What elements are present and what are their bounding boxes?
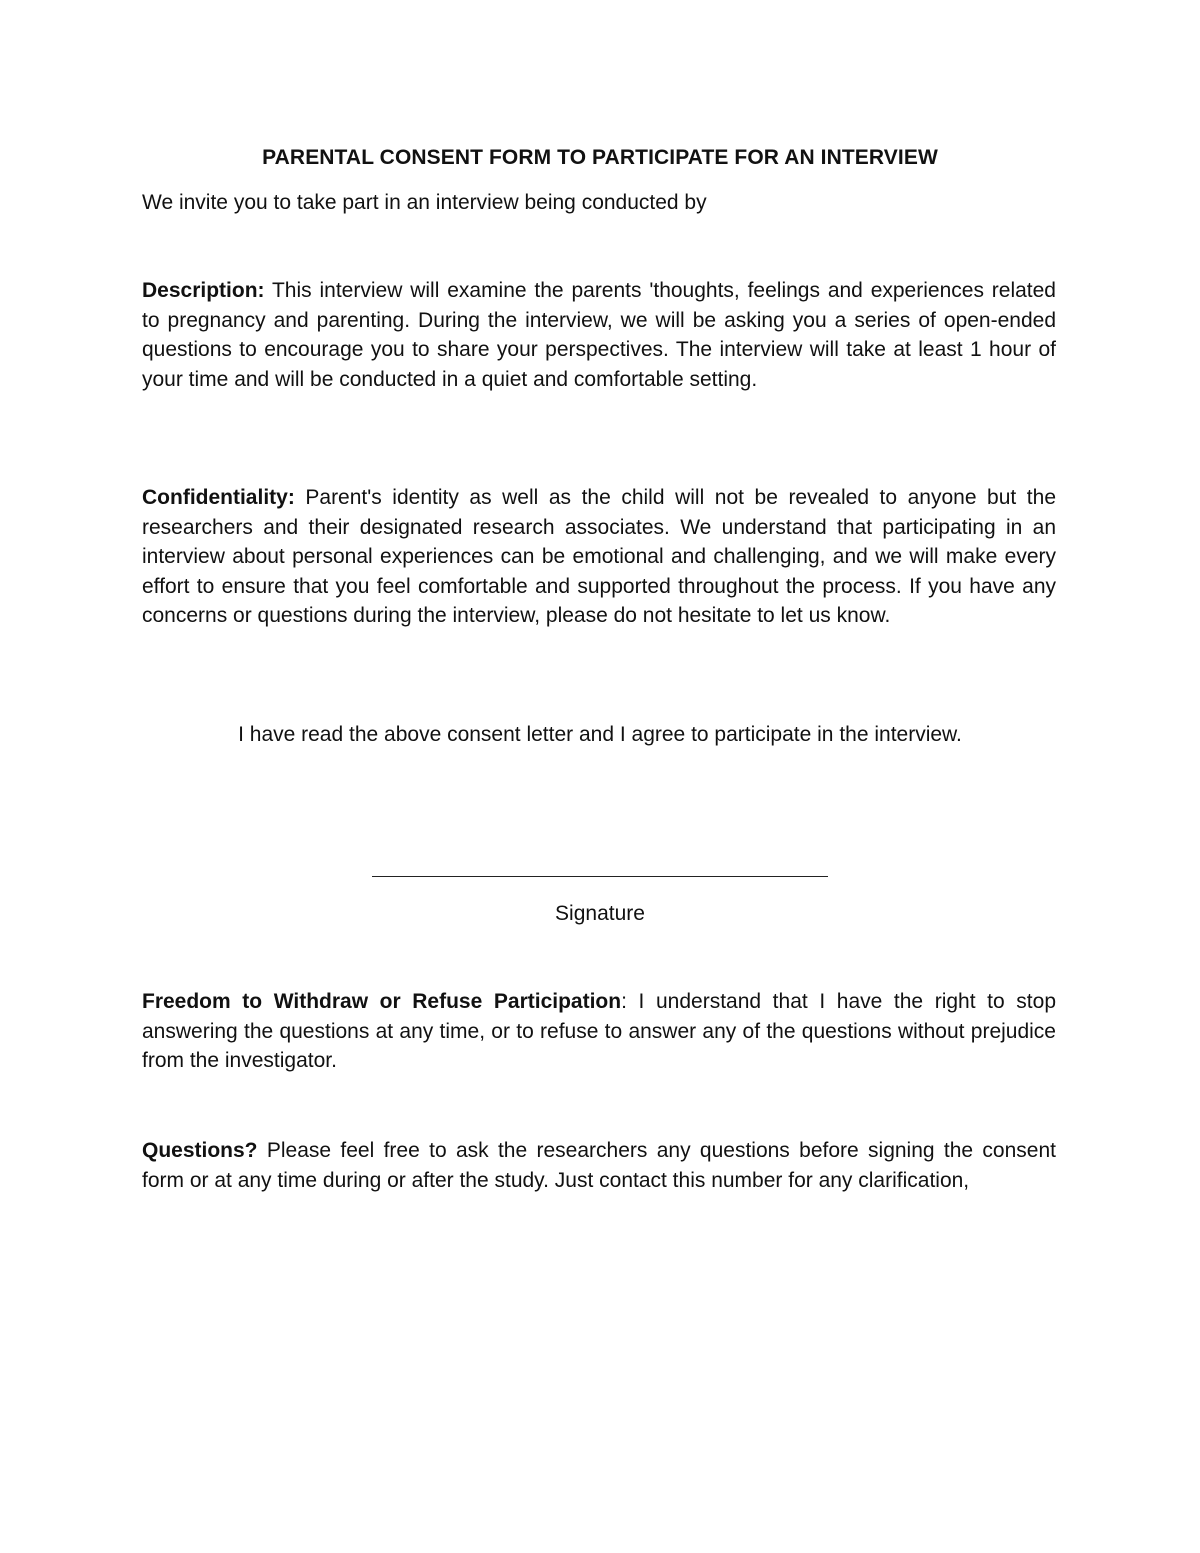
description-heading: Description: bbox=[142, 279, 265, 302]
form-title: PARENTAL CONSENT FORM TO PARTICIPATE FOR AN INTERVIEW bbox=[262, 146, 938, 169]
signature-label: Signature bbox=[555, 902, 645, 925]
signature-line bbox=[372, 876, 828, 877]
freedom-text: : I understand that I have the right to stop answering the questions at any time, or to refuse to answer any of the questions without prejudice from the investigator. bbox=[142, 990, 1056, 1072]
questions-text: Please feel free to ask the researchers any questions before signing the consent form or at any time during or after the study. Just contact this number for any clarification, bbox=[142, 1139, 1056, 1192]
description-section bbox=[142, 276, 1056, 394]
description-text: This interview will examine the parents 'thoughts, feelings and experiences related to pregnancy and parenting. During the interview, we will be asking you a series of open-ended questions to encourage you to share your perspectives. The interview will take at least 1 hour of your time and will be conducted in a quiet and comfortable setting. bbox=[142, 279, 1056, 391]
freedom-heading: Freedom to Withdraw or Refuse Participation bbox=[142, 990, 622, 1013]
confidentiality-text: Parent's identity as well as the child will not be revealed to anyone but the researchers and their designated research associates. We understand that participating in an interview about personal experiences can be emotional and challenging, and we will make every effort to ensure that you feel comfortable and supported throughout the process. If you have any concerns or questions during the interview, please do not hesitate to let us know. bbox=[142, 486, 1056, 627]
intro-text: We invite you to take part in an interview being conducted by bbox=[142, 191, 707, 214]
questions-section bbox=[142, 1136, 1056, 1195]
freedom-section bbox=[142, 987, 1056, 1076]
confidentiality-section bbox=[142, 483, 1056, 631]
confidentiality-heading: Confidentiality: bbox=[142, 486, 295, 509]
questions-heading: Questions? bbox=[142, 1139, 258, 1162]
agreement-statement: I have read the above consent letter and I agree to participate in the interview. bbox=[238, 723, 962, 746]
